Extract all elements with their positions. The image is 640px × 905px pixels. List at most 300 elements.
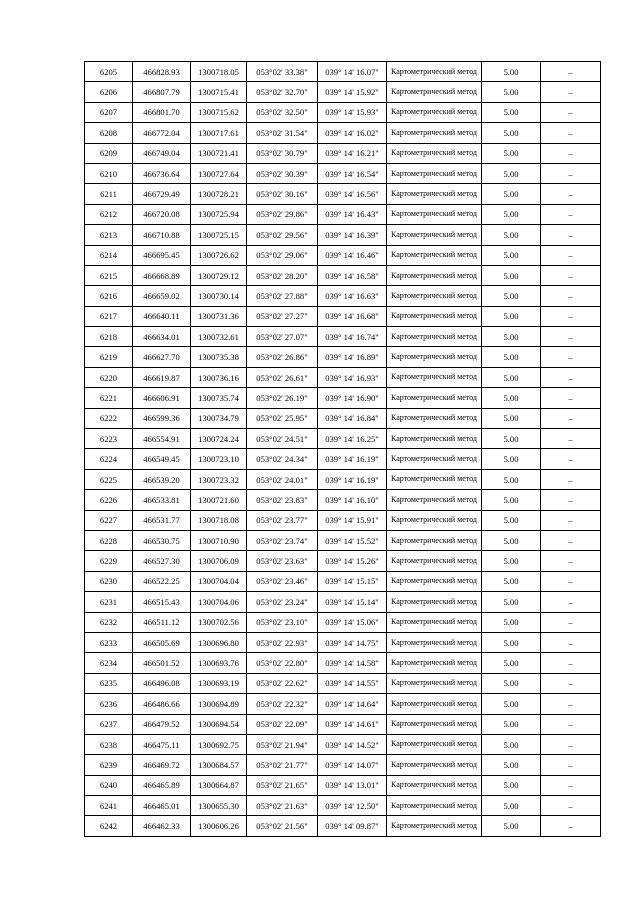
point-number-cell: 6214 (85, 245, 133, 265)
y-coordinate-cell: 1300728.21 (191, 184, 247, 204)
method-cell: Картометрический метод (387, 551, 482, 571)
y-coordinate-cell: 1300706.09 (191, 551, 247, 571)
point-number-cell: 6213 (85, 225, 133, 245)
latitude-cell: 053°02' 31.54" (247, 123, 318, 143)
y-coordinate-cell: 1300729.12 (191, 265, 247, 285)
latitude-cell: 053°02' 21.65" (247, 775, 318, 795)
method-cell: Картометрический метод (387, 225, 482, 245)
x-coordinate-cell: 466505.69 (133, 632, 191, 652)
accuracy-cell: 5.00 (482, 102, 541, 122)
latitude-cell: 053°02' 32.50" (247, 102, 318, 122)
latitude-cell: 053°02' 30.79" (247, 143, 318, 163)
point-number-cell: 6231 (85, 592, 133, 612)
x-coordinate-cell: 466634.01 (133, 327, 191, 347)
x-coordinate-cell: 466465.01 (133, 796, 191, 816)
latitude-cell: 053°02' 23.83" (247, 490, 318, 510)
table-row (85, 245, 601, 265)
latitude-cell: 053°02' 29.06" (247, 245, 318, 265)
x-coordinate-cell: 466807.79 (133, 82, 191, 102)
latitude-cell: 053°02' 21.63" (247, 796, 318, 816)
accuracy-cell: 5.00 (482, 204, 541, 224)
x-coordinate-cell: 466522.25 (133, 571, 191, 591)
y-coordinate-cell: 1300692.75 (191, 734, 247, 754)
note-cell: – (541, 82, 601, 102)
note-cell: – (541, 123, 601, 143)
longitude-cell: 039° 14' 15.91" (318, 510, 387, 530)
longitude-cell: 039° 14' 15.26" (318, 551, 387, 571)
latitude-cell: 053°02' 26.19" (247, 388, 318, 408)
table-row (85, 327, 601, 347)
method-cell: Картометрический метод (387, 123, 482, 143)
latitude-cell: 053°02' 22.80" (247, 653, 318, 673)
x-coordinate-cell: 466515.43 (133, 592, 191, 612)
y-coordinate-cell: 1300735.38 (191, 347, 247, 367)
accuracy-cell: 5.00 (482, 82, 541, 102)
longitude-cell: 039° 14' 16.46" (318, 245, 387, 265)
point-number-cell: 6234 (85, 653, 133, 673)
latitude-cell: 053°02' 23.10" (247, 612, 318, 632)
table-row (85, 755, 601, 775)
latitude-cell: 053°02' 25.95" (247, 408, 318, 428)
note-cell: – (541, 816, 601, 836)
accuracy-cell: 5.00 (482, 490, 541, 510)
method-cell: Картометрический метод (387, 429, 482, 449)
latitude-cell: 053°02' 27.07" (247, 327, 318, 347)
accuracy-cell: 5.00 (482, 775, 541, 795)
accuracy-cell: 5.00 (482, 734, 541, 754)
latitude-cell: 053°02' 23.74" (247, 530, 318, 550)
latitude-cell: 053°02' 28.20" (247, 265, 318, 285)
note-cell: – (541, 327, 601, 347)
note-cell: – (541, 265, 601, 285)
accuracy-cell: 5.00 (482, 571, 541, 591)
accuracy-cell: 5.00 (482, 408, 541, 428)
note-cell: – (541, 204, 601, 224)
x-coordinate-cell: 466828.93 (133, 62, 191, 82)
y-coordinate-cell: 1300727.64 (191, 163, 247, 183)
longitude-cell: 039° 14' 15.92" (318, 82, 387, 102)
note-cell: – (541, 367, 601, 387)
y-coordinate-cell: 1300715.41 (191, 82, 247, 102)
latitude-cell: 053°02' 24.51" (247, 429, 318, 449)
method-cell: Картометрический метод (387, 816, 482, 836)
x-coordinate-cell: 466695.45 (133, 245, 191, 265)
y-coordinate-cell: 1300723.10 (191, 449, 247, 469)
note-cell: – (541, 143, 601, 163)
table-row (85, 816, 601, 836)
longitude-cell: 039° 14' 16.25" (318, 429, 387, 449)
note-cell: – (541, 102, 601, 122)
longitude-cell: 039° 14' 16.07" (318, 62, 387, 82)
method-cell: Картометрический метод (387, 367, 482, 387)
y-coordinate-cell: 1300725.94 (191, 204, 247, 224)
table-row (85, 612, 601, 632)
accuracy-cell: 5.00 (482, 714, 541, 734)
table-row (85, 734, 601, 754)
method-cell: Картометрический метод (387, 714, 482, 734)
x-coordinate-cell: 466599.36 (133, 408, 191, 428)
x-coordinate-cell: 466554.91 (133, 429, 191, 449)
longitude-cell: 039° 14' 16.10" (318, 490, 387, 510)
point-number-cell: 6205 (85, 62, 133, 82)
latitude-cell: 053°02' 26.61" (247, 367, 318, 387)
method-cell: Картометрический метод (387, 469, 482, 489)
accuracy-cell: 5.00 (482, 510, 541, 530)
note-cell: – (541, 673, 601, 693)
x-coordinate-cell: 466606.91 (133, 388, 191, 408)
table-row (85, 62, 601, 82)
method-cell: Картометрический метод (387, 347, 482, 367)
table-row (85, 551, 601, 571)
x-coordinate-cell: 466462.33 (133, 816, 191, 836)
point-number-cell: 6218 (85, 327, 133, 347)
point-number-cell: 6211 (85, 184, 133, 204)
table-row (85, 123, 601, 143)
table-row (85, 429, 601, 449)
method-cell: Картометрический метод (387, 306, 482, 326)
x-coordinate-cell: 466736.64 (133, 163, 191, 183)
x-coordinate-cell: 466475.11 (133, 734, 191, 754)
longitude-cell: 039° 14' 16.19" (318, 469, 387, 489)
table-row (85, 286, 601, 306)
point-number-cell: 6227 (85, 510, 133, 530)
method-cell: Картометрический метод (387, 327, 482, 347)
latitude-cell: 053°02' 23.77" (247, 510, 318, 530)
point-number-cell: 6236 (85, 694, 133, 714)
point-number-cell: 6226 (85, 490, 133, 510)
longitude-cell: 039° 14' 14.52" (318, 734, 387, 754)
longitude-cell: 039° 14' 16.93" (318, 367, 387, 387)
table-row (85, 571, 601, 591)
note-cell: – (541, 530, 601, 550)
y-coordinate-cell: 1300725.15 (191, 225, 247, 245)
accuracy-cell: 5.00 (482, 306, 541, 326)
accuracy-cell: 5.00 (482, 286, 541, 306)
y-coordinate-cell: 1300735.74 (191, 388, 247, 408)
point-number-cell: 6239 (85, 755, 133, 775)
note-cell: – (541, 286, 601, 306)
point-number-cell: 6241 (85, 796, 133, 816)
table-row (85, 388, 601, 408)
accuracy-cell: 5.00 (482, 530, 541, 550)
longitude-cell: 039° 14' 13.01" (318, 775, 387, 795)
point-number-cell: 6220 (85, 367, 133, 387)
note-cell: – (541, 449, 601, 469)
method-cell: Картометрический метод (387, 82, 482, 102)
point-number-cell: 6219 (85, 347, 133, 367)
x-coordinate-cell: 466627.70 (133, 347, 191, 367)
method-cell: Картометрический метод (387, 388, 482, 408)
note-cell: – (541, 245, 601, 265)
longitude-cell: 039° 14' 16.89" (318, 347, 387, 367)
table-row (85, 163, 601, 183)
accuracy-cell: 5.00 (482, 449, 541, 469)
x-coordinate-cell: 466479.52 (133, 714, 191, 734)
latitude-cell: 053°02' 22.32" (247, 694, 318, 714)
method-cell: Картометрический метод (387, 734, 482, 754)
y-coordinate-cell: 1300655.30 (191, 796, 247, 816)
longitude-cell: 039° 14' 14.75" (318, 632, 387, 652)
method-cell: Картометрический метод (387, 143, 482, 163)
method-cell: Картометрический метод (387, 449, 482, 469)
table-row (85, 632, 601, 652)
y-coordinate-cell: 1300734.79 (191, 408, 247, 428)
y-coordinate-cell: 1300718.08 (191, 510, 247, 530)
note-cell: – (541, 408, 601, 428)
note-cell: – (541, 653, 601, 673)
method-cell: Картометрический метод (387, 163, 482, 183)
note-cell: – (541, 632, 601, 652)
x-coordinate-cell: 466640.11 (133, 306, 191, 326)
longitude-cell: 039° 14' 14.64" (318, 694, 387, 714)
longitude-cell: 039° 14' 14.58" (318, 653, 387, 673)
table-row (85, 367, 601, 387)
latitude-cell: 053°02' 23.63" (247, 551, 318, 571)
point-number-cell: 6238 (85, 734, 133, 754)
point-number-cell: 6208 (85, 123, 133, 143)
accuracy-cell: 5.00 (482, 592, 541, 612)
point-number-cell: 6209 (85, 143, 133, 163)
y-coordinate-cell: 1300726.62 (191, 245, 247, 265)
method-cell: Картометрический метод (387, 62, 482, 82)
latitude-cell: 053°02' 26.86" (247, 347, 318, 367)
table-row (85, 408, 601, 428)
accuracy-cell: 5.00 (482, 632, 541, 652)
y-coordinate-cell: 1300702.56 (191, 612, 247, 632)
y-coordinate-cell: 1300724.24 (191, 429, 247, 449)
table-row (85, 510, 601, 530)
latitude-cell: 053°02' 21.77" (247, 755, 318, 775)
note-cell: – (541, 571, 601, 591)
x-coordinate-cell: 466531.77 (133, 510, 191, 530)
y-coordinate-cell: 1300694.54 (191, 714, 247, 734)
method-cell: Картометрический метод (387, 204, 482, 224)
table-row (85, 102, 601, 122)
y-coordinate-cell: 1300715.62 (191, 102, 247, 122)
x-coordinate-cell: 466549.45 (133, 449, 191, 469)
table-row (85, 82, 601, 102)
latitude-cell: 053°02' 22.62" (247, 673, 318, 693)
point-number-cell: 6230 (85, 571, 133, 591)
longitude-cell: 039° 14' 16.02" (318, 123, 387, 143)
accuracy-cell: 5.00 (482, 673, 541, 693)
table-row (85, 204, 601, 224)
latitude-cell: 053°02' 33.38" (247, 62, 318, 82)
point-number-cell: 6225 (85, 469, 133, 489)
point-number-cell: 6223 (85, 429, 133, 449)
method-cell: Картометрический метод (387, 510, 482, 530)
x-coordinate-cell: 466511.12 (133, 612, 191, 632)
longitude-cell: 039° 14' 15.52" (318, 530, 387, 550)
note-cell: – (541, 490, 601, 510)
x-coordinate-cell: 466530.75 (133, 530, 191, 550)
point-number-cell: 6217 (85, 306, 133, 326)
longitude-cell: 039° 14' 15.15" (318, 571, 387, 591)
y-coordinate-cell: 1300693.19 (191, 673, 247, 693)
method-cell: Картометрический метод (387, 775, 482, 795)
point-number-cell: 6242 (85, 816, 133, 836)
table-row (85, 796, 601, 816)
point-number-cell: 6216 (85, 286, 133, 306)
x-coordinate-cell: 466465.89 (133, 775, 191, 795)
note-cell: – (541, 306, 601, 326)
point-number-cell: 6233 (85, 632, 133, 652)
note-cell: – (541, 469, 601, 489)
note-cell: – (541, 163, 601, 183)
latitude-cell: 053°02' 24.34" (247, 449, 318, 469)
longitude-cell: 039° 14' 16.19" (318, 449, 387, 469)
latitude-cell: 053°02' 21.56" (247, 816, 318, 836)
table-row (85, 653, 601, 673)
note-cell: – (541, 225, 601, 245)
table-row (85, 225, 601, 245)
coordinates-table-body (85, 62, 601, 837)
longitude-cell: 039° 14' 14.07" (318, 755, 387, 775)
longitude-cell: 039° 14' 15.14" (318, 592, 387, 612)
y-coordinate-cell: 1300704.06 (191, 592, 247, 612)
accuracy-cell: 5.00 (482, 245, 541, 265)
longitude-cell: 039° 14' 16.56" (318, 184, 387, 204)
y-coordinate-cell: 1300721.60 (191, 490, 247, 510)
longitude-cell: 039° 14' 14.55" (318, 673, 387, 693)
longitude-cell: 039° 14' 16.84" (318, 408, 387, 428)
table-row (85, 143, 601, 163)
accuracy-cell: 5.00 (482, 347, 541, 367)
y-coordinate-cell: 1300721.41 (191, 143, 247, 163)
table-row (85, 347, 601, 367)
accuracy-cell: 5.00 (482, 367, 541, 387)
longitude-cell: 039° 14' 16.58" (318, 265, 387, 285)
x-coordinate-cell: 466659.02 (133, 286, 191, 306)
table-row (85, 694, 601, 714)
accuracy-cell: 5.00 (482, 612, 541, 632)
x-coordinate-cell: 466668.89 (133, 265, 191, 285)
table-row (85, 592, 601, 612)
accuracy-cell: 5.00 (482, 163, 541, 183)
point-number-cell: 6229 (85, 551, 133, 571)
y-coordinate-cell: 1300704.04 (191, 571, 247, 591)
point-number-cell: 6237 (85, 714, 133, 734)
accuracy-cell: 5.00 (482, 327, 541, 347)
latitude-cell: 053°02' 22.09" (247, 714, 318, 734)
y-coordinate-cell: 1300732.61 (191, 327, 247, 347)
y-coordinate-cell: 1300684.57 (191, 755, 247, 775)
method-cell: Картометрический метод (387, 490, 482, 510)
accuracy-cell: 5.00 (482, 469, 541, 489)
note-cell: – (541, 612, 601, 632)
method-cell: Картометрический метод (387, 755, 482, 775)
x-coordinate-cell: 466749.04 (133, 143, 191, 163)
y-coordinate-cell: 1300723.32 (191, 469, 247, 489)
table-row (85, 490, 601, 510)
latitude-cell: 053°02' 21.94" (247, 734, 318, 754)
latitude-cell: 053°02' 23.24" (247, 592, 318, 612)
table-row (85, 265, 601, 285)
method-cell: Картометрический метод (387, 184, 482, 204)
note-cell: – (541, 184, 601, 204)
method-cell: Картометрический метод (387, 571, 482, 591)
y-coordinate-cell: 1300606.26 (191, 816, 247, 836)
x-coordinate-cell: 466533.81 (133, 490, 191, 510)
y-coordinate-cell: 1300694.89 (191, 694, 247, 714)
y-coordinate-cell: 1300710.90 (191, 530, 247, 550)
table-row (85, 714, 601, 734)
accuracy-cell: 5.00 (482, 551, 541, 571)
latitude-cell: 053°02' 27.27" (247, 306, 318, 326)
longitude-cell: 039° 14' 16.74" (318, 327, 387, 347)
longitude-cell: 039° 14' 15.93" (318, 102, 387, 122)
x-coordinate-cell: 466539.20 (133, 469, 191, 489)
note-cell: – (541, 347, 601, 367)
point-number-cell: 6222 (85, 408, 133, 428)
x-coordinate-cell: 466527.30 (133, 551, 191, 571)
longitude-cell: 039° 14' 16.21" (318, 143, 387, 163)
method-cell: Картометрический метод (387, 612, 482, 632)
table-row (85, 673, 601, 693)
accuracy-cell: 5.00 (482, 388, 541, 408)
note-cell: – (541, 551, 601, 571)
method-cell: Картометрический метод (387, 530, 482, 550)
table-row (85, 306, 601, 326)
point-number-cell: 6240 (85, 775, 133, 795)
note-cell: – (541, 62, 601, 82)
accuracy-cell: 5.00 (482, 653, 541, 673)
method-cell: Картометрический метод (387, 673, 482, 693)
latitude-cell: 053°02' 23.46" (247, 571, 318, 591)
x-coordinate-cell: 466469.72 (133, 755, 191, 775)
x-coordinate-cell: 466710.88 (133, 225, 191, 245)
table-row (85, 775, 601, 795)
note-cell: – (541, 775, 601, 795)
latitude-cell: 053°02' 30.16" (247, 184, 318, 204)
note-cell: – (541, 388, 601, 408)
latitude-cell: 053°02' 27.88" (247, 286, 318, 306)
method-cell: Картометрический метод (387, 286, 482, 306)
method-cell: Картометрический метод (387, 796, 482, 816)
accuracy-cell: 5.00 (482, 816, 541, 836)
note-cell: – (541, 734, 601, 754)
y-coordinate-cell: 1300696.80 (191, 632, 247, 652)
x-coordinate-cell: 466729.49 (133, 184, 191, 204)
point-number-cell: 6210 (85, 163, 133, 183)
method-cell: Картометрический метод (387, 632, 482, 652)
point-number-cell: 6232 (85, 612, 133, 632)
longitude-cell: 039° 14' 16.68" (318, 306, 387, 326)
accuracy-cell: 5.00 (482, 265, 541, 285)
note-cell: – (541, 755, 601, 775)
coordinates-table (84, 61, 601, 837)
y-coordinate-cell: 1300736.16 (191, 367, 247, 387)
y-coordinate-cell: 1300731.36 (191, 306, 247, 326)
point-number-cell: 6206 (85, 82, 133, 102)
point-number-cell: 6235 (85, 673, 133, 693)
method-cell: Картометрический метод (387, 592, 482, 612)
y-coordinate-cell: 1300664.87 (191, 775, 247, 795)
note-cell: – (541, 694, 601, 714)
accuracy-cell: 5.00 (482, 429, 541, 449)
x-coordinate-cell: 466772.04 (133, 123, 191, 143)
y-coordinate-cell: 1300693.76 (191, 653, 247, 673)
longitude-cell: 039° 14' 15.06" (318, 612, 387, 632)
y-coordinate-cell: 1300717.61 (191, 123, 247, 143)
note-cell: – (541, 796, 601, 816)
table-row (85, 530, 601, 550)
note-cell: – (541, 714, 601, 734)
accuracy-cell: 5.00 (482, 123, 541, 143)
x-coordinate-cell: 466801.70 (133, 102, 191, 122)
point-number-cell: 6215 (85, 265, 133, 285)
method-cell: Картометрический метод (387, 245, 482, 265)
